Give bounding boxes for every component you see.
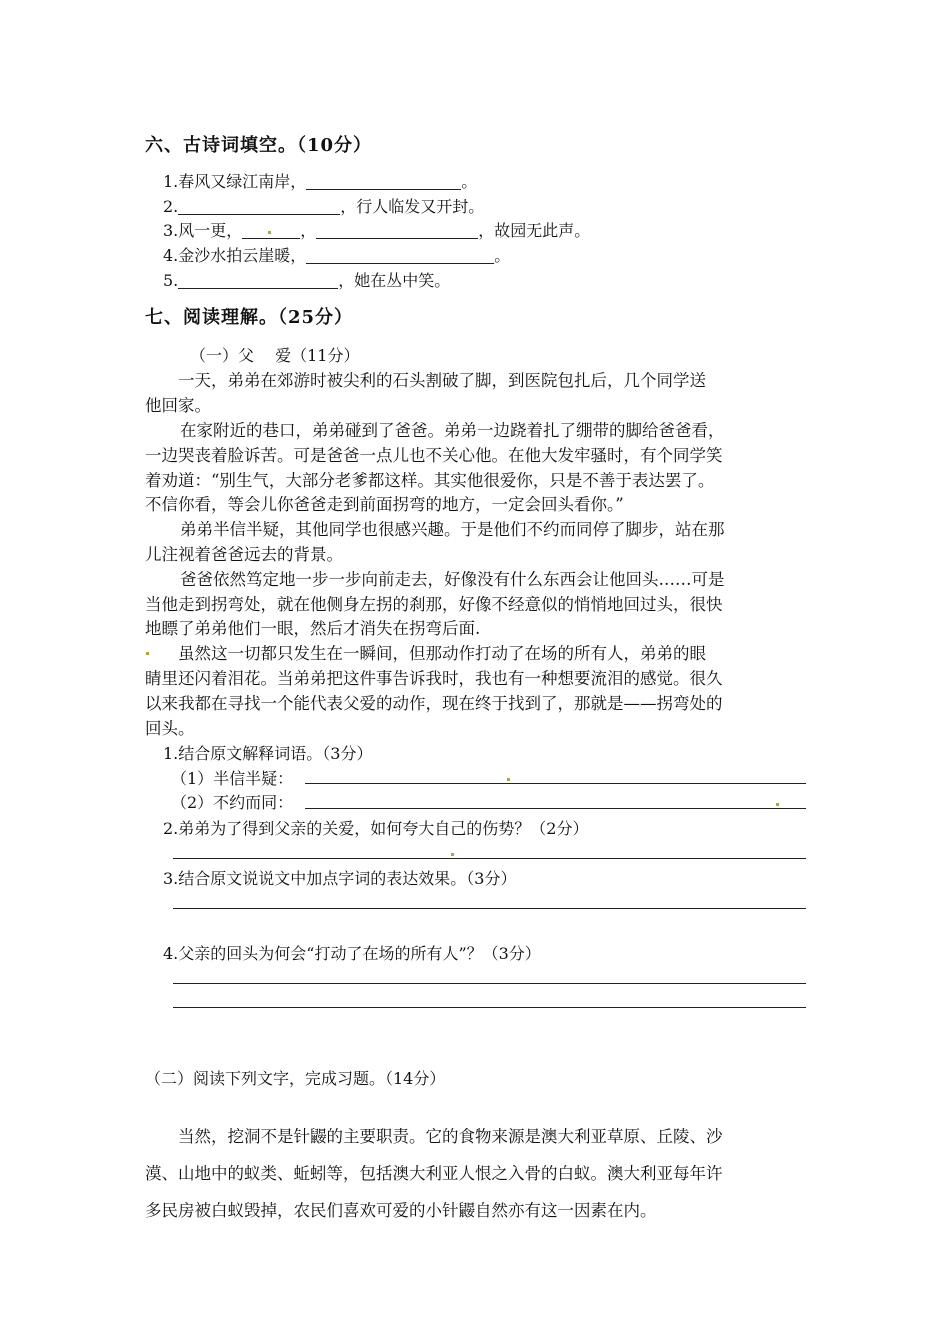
answer-blank[interactable] bbox=[306, 247, 494, 264]
passage-line: 一天，弟弟在郊游时被尖利的石头割破了脚，到医院包扎后，几个同学送 bbox=[178, 371, 706, 390]
passage-line: 他回家。 bbox=[145, 396, 211, 415]
poetry-item-text: 3.风一更， bbox=[163, 221, 243, 240]
passage-line: 回头。 bbox=[145, 719, 195, 738]
poetry-item-text: 。 bbox=[494, 246, 511, 265]
poetry-item-4 bbox=[163, 243, 510, 266]
passage-2-line: 多民房被白蚁毁掉，农民们喜欢可爱的小针鼹自然亦有这一因素在内。 bbox=[145, 1201, 657, 1220]
answer-line[interactable] bbox=[173, 908, 806, 909]
answer-blank[interactable] bbox=[306, 173, 461, 190]
answer-blank[interactable] bbox=[178, 272, 338, 289]
passage-line: 一边哭丧着脸诉苦。可是爸爸一点儿也不关心他。在他大发牢骚时，有个同学笑 bbox=[145, 446, 723, 465]
answer-blank[interactable] bbox=[242, 222, 300, 239]
scan-speck bbox=[146, 652, 149, 655]
passage-title: （一）父 爱（11分） bbox=[190, 346, 360, 365]
poetry-item-text: ，故园无此声。 bbox=[478, 221, 591, 240]
section-title-poetry: 六、古诗词填空。（10分） bbox=[145, 135, 373, 156]
answer-line[interactable] bbox=[305, 808, 806, 809]
passage-line: 爸爸依然笃定地一步一步向前走去，好像没有什么东西会让他回头……可是 bbox=[180, 570, 725, 589]
scan-speck bbox=[268, 231, 271, 234]
question-1b: （2）不约而同： bbox=[171, 793, 294, 812]
scan-speck bbox=[451, 853, 454, 856]
passage-line: 着劝道：“别生气，大部分老爹都这样。其实他很爱你，只是不善于表达罢了。 bbox=[145, 471, 715, 490]
passage-line: 不信你看，等会儿你爸爸走到前面拐弯的地方，一定会回头看你。” bbox=[145, 495, 624, 514]
passage-line: 弟弟半信半疑，其他同学也很感兴趣。于是他们不约而同停了脚步，站在那 bbox=[180, 520, 725, 539]
poetry-item-3 bbox=[163, 218, 590, 241]
section-title-reading: 七、阅读理解。（25分） bbox=[145, 307, 354, 328]
passage-2-title: （二）阅读下列文字，完成习题。（14分） bbox=[145, 1069, 446, 1088]
question-3: 3.结合原文说说文中加点字词的表达效果。（3分） bbox=[163, 869, 517, 888]
poetry-item-text: 2. bbox=[163, 197, 179, 216]
passage-line: 虽然这一切都只发生在一瞬间，但那动作打动了在场的所有人，弟弟的眼 bbox=[178, 644, 706, 663]
passage-line: 在家附近的巷口，弟弟碰到了爸爸。弟弟一边跷着扎了绷带的脚给爸爸看， bbox=[180, 421, 725, 440]
passage-2-line: 当然，挖洞不是针鼹的主要职责。它的食物来源是澳大利亚草原、丘陵、沙 bbox=[178, 1127, 723, 1146]
answer-line[interactable] bbox=[305, 783, 806, 784]
answer-blank[interactable] bbox=[316, 222, 478, 239]
poetry-item-text: 1.春风又绿江南岸， bbox=[163, 172, 307, 191]
question-4: 4.父亲的回头为何会“打动了在场的所有人”？（3分） bbox=[163, 944, 541, 963]
poetry-item-text: 4.金沙水拍云崖暖， bbox=[163, 246, 307, 265]
scan-speck bbox=[507, 778, 510, 781]
answer-line[interactable] bbox=[173, 983, 806, 984]
poetry-item-text: 。 bbox=[461, 172, 478, 191]
passage-line: 当他走到拐弯处，就在他侧身左拐的刹那，好像不经意似的悄悄地回过头，很快 bbox=[145, 595, 723, 614]
passage-line: 以来我都在寻找一个能代表父爱的动作，现在终于找到了，那就是——拐弯处的 bbox=[145, 694, 723, 713]
question-1: 1.结合原文解释词语。（3分） bbox=[163, 744, 373, 763]
poetry-item-5 bbox=[163, 268, 450, 291]
poetry-item-text: ， bbox=[300, 221, 317, 240]
passage-line: 地瞟了弟弟他们一眼，然后才消失在拐弯后面. bbox=[145, 619, 481, 638]
answer-line[interactable] bbox=[173, 1007, 806, 1008]
passage-line: 儿注视着爸爸远去的背景。 bbox=[145, 545, 343, 564]
poetry-item-text: ，行人临发又开封。 bbox=[340, 197, 485, 216]
answer-line[interactable] bbox=[173, 858, 806, 859]
question-2: 2.弟弟为了得到父亲的关爱，如何夸大自己的伤势？（2分） bbox=[163, 819, 589, 838]
question-1a: （1）半信半疑： bbox=[171, 769, 294, 788]
poetry-item-1 bbox=[163, 169, 477, 192]
passage-2-line: 漠、山地中的蚁类、蚯蚓等，包括澳大利亚人恨之入骨的白蚁。澳大利亚每年许 bbox=[145, 1164, 723, 1183]
poetry-item-text: 5. bbox=[163, 271, 179, 290]
scan-speck bbox=[776, 803, 779, 806]
poetry-item-2 bbox=[163, 194, 484, 217]
poetry-item-text: ，她在丛中笑。 bbox=[338, 271, 451, 290]
passage-line: 睛里还闪着泪花。当弟弟把这件事告诉我时，我也有一种想要流泪的感觉。很久 bbox=[145, 669, 723, 688]
answer-blank[interactable] bbox=[178, 198, 340, 215]
